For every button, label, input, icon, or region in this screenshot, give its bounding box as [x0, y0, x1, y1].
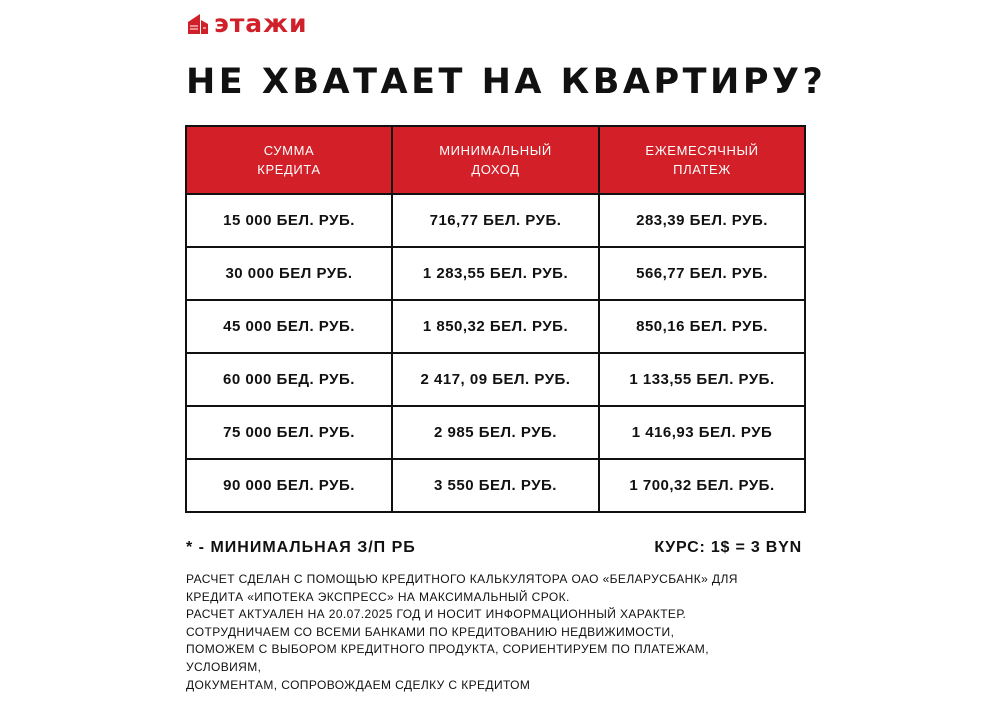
disclaimer-line: КРЕДИТА «ИПОТЕКА ЭКСПРЕСС» НА МАКСИМАЛЬНЫЙ СРОК.: [186, 589, 570, 604]
cell-loan-amount: 75 000 БЕЛ. РУБ.: [186, 406, 392, 459]
page-title: НЕ ХВАТАЕТ НА КВАРТИРУ?: [186, 62, 827, 102]
header-min-income-line-1: МИНИМАЛЬНЫЙ: [439, 143, 552, 158]
cell-loan-amount: 60 000 БЕД. РУБ.: [186, 353, 392, 406]
minimum-wage-footnote: * - МИНИМАЛЬНАЯ З/П РБ: [186, 539, 416, 556]
cell-monthly-payment: 850,16 БЕЛ. РУБ.: [599, 300, 805, 353]
cell-loan-amount: 15 000 БЕЛ. РУБ.: [186, 194, 392, 247]
cell-min-income: 1 850,32 БЕЛ. РУБ.: [392, 300, 599, 353]
table-row: [186, 459, 805, 512]
cell-monthly-payment: 1 133,55 БЕЛ. РУБ.: [599, 353, 805, 406]
disclaimer-line: РАСЧЕТ СДЕЛАН С ПОМОЩЬЮ КРЕДИТНОГО КАЛЬКУЛЯТОРА ОАО «БЕЛАРУСБАНК» ДЛЯ: [186, 572, 738, 586]
brand-name: этажи: [214, 9, 308, 38]
cell-min-income: 2 985 БЕЛ. РУБ.: [392, 406, 599, 459]
cell-monthly-payment: 566,77 БЕЛ. РУБ.: [599, 247, 805, 300]
header-loan-amount: [186, 126, 392, 194]
cell-monthly-payment: 283,39 БЕЛ. РУБ.: [599, 194, 805, 247]
cell-loan-amount: 30 000 БЕЛ РУБ.: [186, 247, 392, 300]
table-row: [186, 247, 805, 300]
loan-table: [185, 125, 806, 513]
cell-min-income: 1 283,55 БЕЛ. РУБ.: [392, 247, 599, 300]
disclaimer-line: ДОКУМЕНТАМ, СОПРОВОЖДАЕМ СДЕЛКУ С КРЕДИТОМ: [186, 677, 531, 692]
header-monthly-payment: [599, 126, 805, 194]
table-row: [186, 353, 805, 406]
cell-min-income: 3 550 БЕЛ. РУБ.: [392, 459, 599, 512]
cell-min-income: 716,77 БЕЛ. РУБ.: [392, 194, 599, 247]
disclaimer-line: СОТРУДНИЧАЕМ СО ВСЕМИ БАНКАМИ ПО КРЕДИТОВАНИЮ НЕДВИЖИМОСТИ,: [186, 624, 675, 639]
header-monthly-payment-line-1: ЕЖЕМЕСЯЧНЫЙ: [645, 143, 759, 158]
table-row: [186, 406, 805, 459]
header-loan-amount-line-1: СУММА: [263, 143, 315, 158]
disclaimer: [186, 571, 806, 694]
table-header-row: [186, 126, 805, 194]
building-logo-icon: [188, 14, 208, 34]
table-row: [186, 300, 805, 353]
header-loan-amount-line-2: КРЕДИТА: [257, 162, 321, 177]
header-min-income-line-2: ДОХОД: [471, 162, 520, 177]
cell-monthly-payment: 1 700,32 БЕЛ. РУБ.: [599, 459, 805, 512]
header-monthly-payment-line-2: ПЛАТЕЖ: [673, 162, 731, 177]
disclaimer-line: УСЛОВИЯМ,: [186, 659, 262, 674]
brand-logo: [188, 10, 308, 38]
cell-monthly-payment: 1 416,93 БЕЛ. РУБ: [599, 406, 805, 459]
cell-loan-amount: 90 000 БЕЛ. РУБ.: [186, 459, 392, 512]
disclaimer-line: ПОМОЖЕМ С ВЫБОРОМ КРЕДИТНОГО ПРОДУКТА, СОРИЕНТИРУЕМ ПО ПЛАТЕЖАМ,: [186, 642, 709, 657]
cell-min-income: 2 417, 09 БЕЛ. РУБ.: [392, 353, 599, 406]
table-row: [186, 194, 805, 247]
header-min-income: [392, 126, 599, 194]
cell-loan-amount: 45 000 БЕЛ. РУБ.: [186, 300, 392, 353]
exchange-rate: КУРС: 1$ = 3 BYN: [654, 539, 802, 556]
disclaimer-line: РАСЧЕТ АКТУАЛЕН НА 20.07.2025 ГОД И НОСИТ ИНФОРМАЦИОННЫЙ ХАРАКТЕР.: [186, 607, 687, 622]
